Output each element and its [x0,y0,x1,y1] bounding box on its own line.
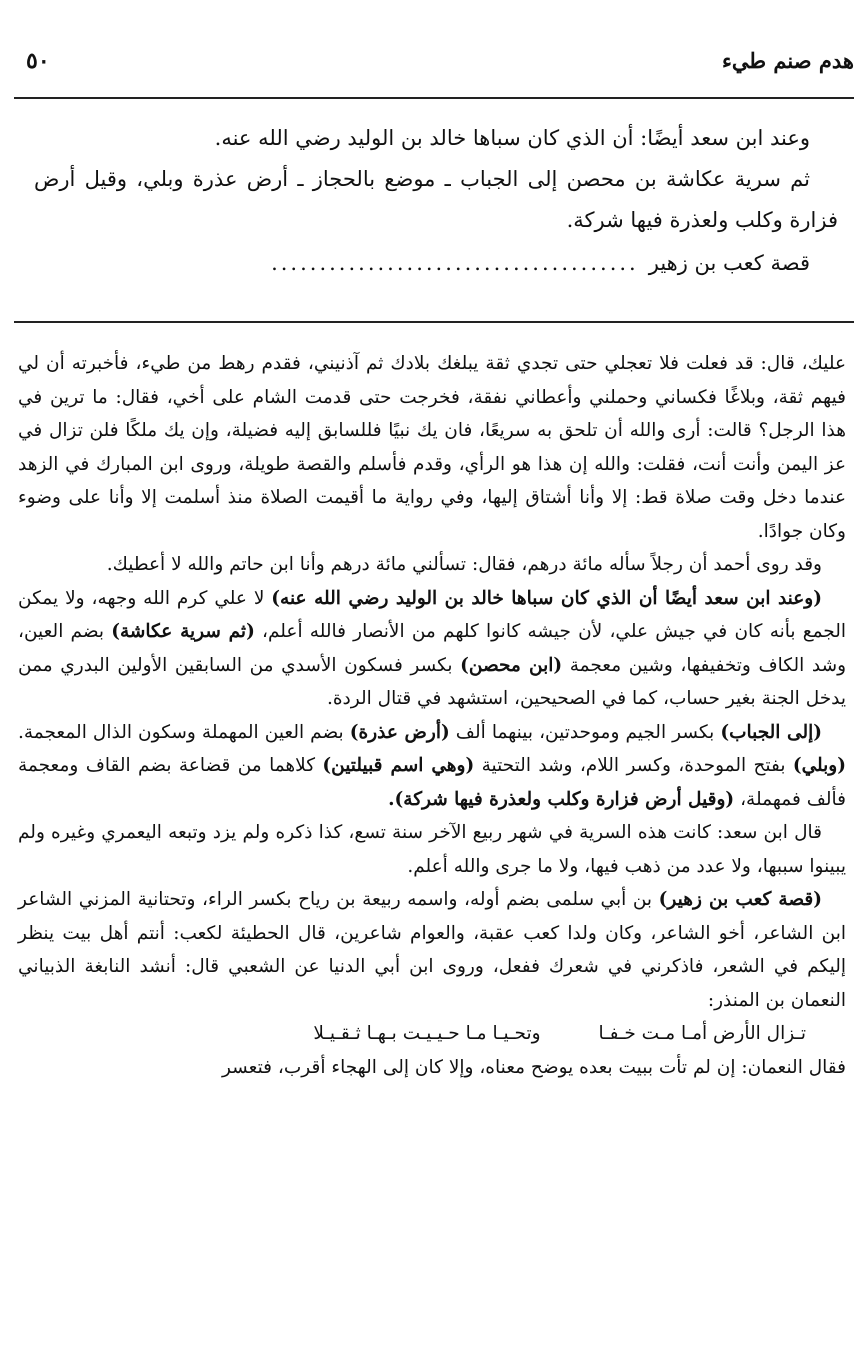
poetry-verse [18,1017,846,1051]
text-run: بكسر الجيم وموحدتين، بينهما ألف [449,721,721,743]
commentary-paragraph-5: قال ابن سعد: كانت هذه السرية في شهر ربيع الآخر سنة تسع، كذا ذكره ولم يزد وتبعه اليعمري وغيره ولم يبينوا سببها، ولا عدد من ذهب فيها، ولا ما جرى والله أعلم. [18,822,846,877]
bold-quote: (وقيل أرض فزارة وكلب ولعذرة فيها شركة). [388,788,735,810]
bold-quote: (ابن محصن) [460,654,563,676]
bold-quote: (إلى الجباب) [720,721,823,743]
dot-leader: ...................................... [271,251,639,275]
text-run: بكسر فسكون الأسدي من السابقين الأولين البدري ممن يدخل الجنة بغير حساب، كما في الصحيحين، استشهد في قتال الردة. [18,654,846,709]
text-run: بن أبي سلمى بضم أوله، واسمه ربيعة بن رياح بكسر الراء، وتحتانية المزني الشاعر ابن الشاعر، أخو الشاعر، وكان ولدا كعب عقبة، والعوام شاعرين، قال الحطيئة لكعب: أنتم أهل بيت ينظر إليكم في الشعر، فاذكرني في شعرك ففعل، وروى ابن أبي الدنيا عن الشعبي قال: أنشد النابغة الذبياني النعمان بن المنذر: [18,889,846,1011]
verse-second-hemistich: وتحـيـا مـا حـيـيـت بـهـا ثـقـيـلا [313,1023,541,1044]
header-rule [14,97,854,99]
commentary-paragraph-7: فقال النعمان: إن لم تأت ببيت بعده يوضح معناه، وإلا كان إلى الهجاء أقرب، فتعسر [221,1056,846,1078]
bold-quote: (قصة كعب بن زهير) [658,889,822,910]
commentary-text [18,347,846,1084]
commentary-paragraph-4 [18,716,846,817]
commentary-paragraph-6 [18,883,846,1017]
story-title: قصة كعب بن زهير [648,251,810,275]
section-divider [14,321,854,323]
commentary-paragraph-2: وقد روى أحمد أن رجلاً سأله مائة درهم، فقال: تسألني مائة درهم وأنا ابن حاتم والله لا أعطيك. [106,554,822,575]
commentary-paragraph-1: عليك، قال: قد فعلت فلا تعجلي حتى تجدي ثقة يبلغك بلادك ثم آذنيني، فقدم رهط من طيء، فأخبرته أن لي فيهم ثقة، وبلاغًا فكساني وحملني وأعطاني نفقة، فخرجت حتى قدمت الشام على أخي، فقال: ما ترين في هذا الرجل؟ قالت: أرى والله أن تلحق به سريعًا، فان يك نبيًا فللسابق إليه فضيلة، وإن يك ملكًا فلن تزال في عز اليمن وأنت أنت، فقلت: والله إن هذا هو الرأي، وقدم فأسلم والقصة طويلة، وروى ابن المبارك في الزهد عندما دخل وقت صلاة قط: إلا وأنا أشتاق إليها، وفي رواية ما أقيمت الصلاة منذ أسلمت إلا وأنا على وضوء وكان جوادًا. [18,353,846,542]
commentary-paragraph-3 [18,582,846,716]
verse-first-hemistich: تـزال الأرض أمـا مـت خـفـا [598,1023,806,1044]
text-run: بضم العين المهملة وسكون الذال المعجمة. [18,721,350,743]
page-number: ٥٠ [26,48,50,74]
bold-quote: (أرض عذرة) [349,721,450,743]
matn-paragraph-2: ثم سرية عكاشة بن محصن إلى الجباب ـ موضع بالحجاز ـ أرض عذرة وبلي، وقيل أرض فزارة وكلب ولعذرة فيها شركة. [34,167,838,232]
bold-quote: (ثم سرية عكاشة) [111,621,255,642]
matn-story-heading [34,243,838,284]
text-run: بضم العين، وشد الكاف وتخفيفها، وشين معجمة [18,621,847,676]
bold-quote: (وهي اسم قبيلتين) [322,755,475,776]
matn-line-1: وعند ابن سعد أيضًا: أن الذي كان سباها خالد بن الوليد رضي الله عنه. [214,126,810,150]
bold-quote: (وعند ابن سعد أيضًا أن الذي كان سباها خالد بن الوليد رضي الله عنه) [271,587,822,609]
bold-quote: (وبلي) [792,755,846,776]
running-title: هدم صنم طيء [722,48,854,73]
text-run: لا علي كرم الله وجهه، ولا يمكن الجمع بأنه كان في جيش علي، لأن جيشه كانوا كلهم من الأنصار فالله أعلم، [18,587,846,642]
main-text [34,118,838,284]
text-run: بفتح الموحدة، وكسر اللام، وشد التحتية [474,755,793,776]
text-run: كلاهما من قضاعة بضم القاف ومعجمة فألف فمهملة، [18,755,846,810]
page-header [14,46,854,86]
